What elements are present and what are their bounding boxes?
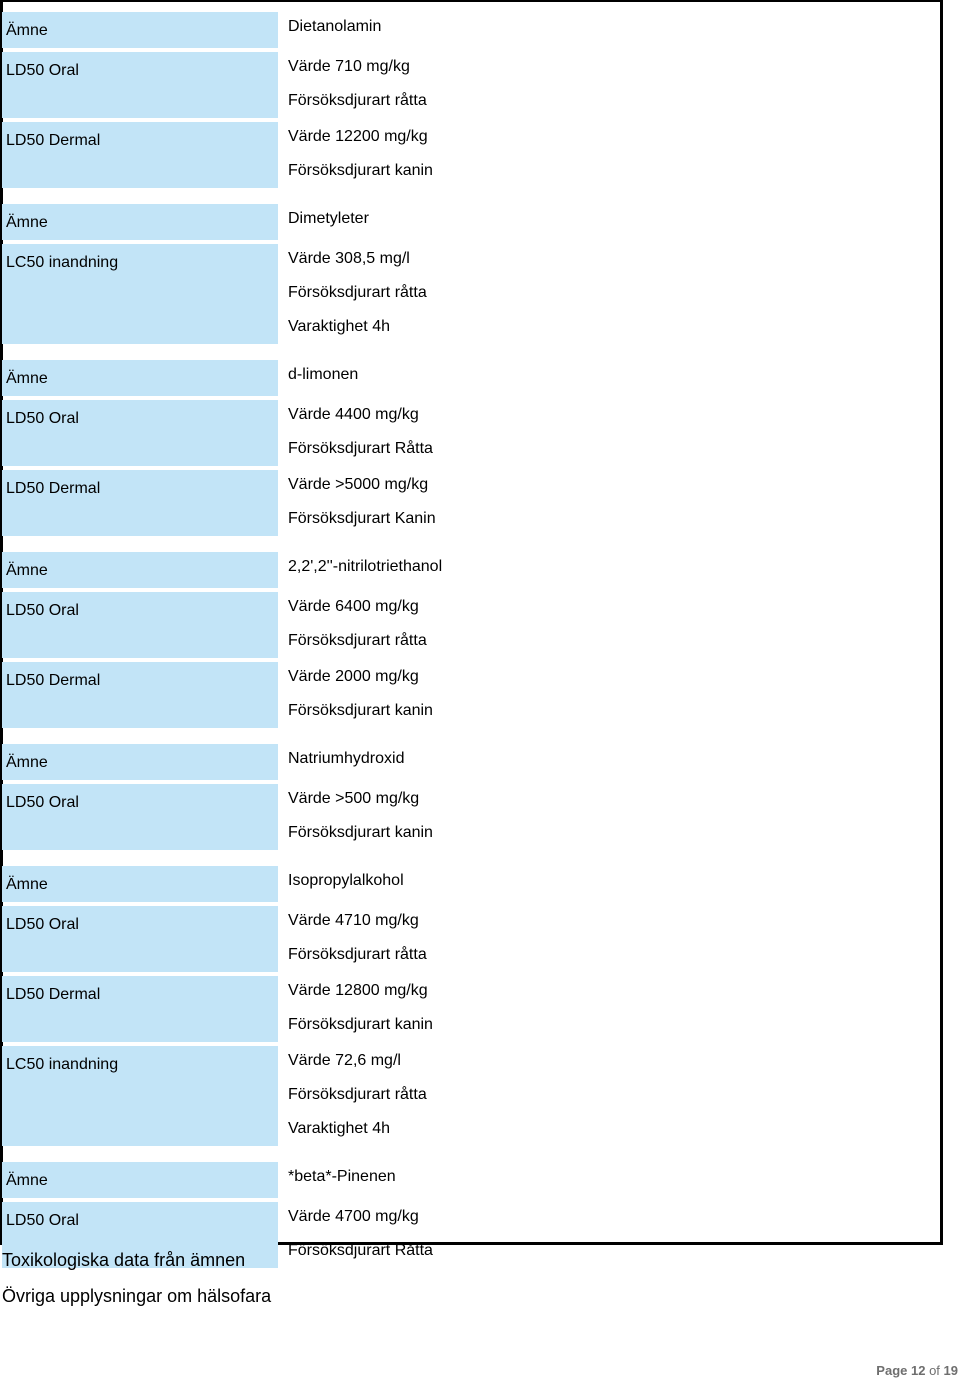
test-value-line: Försöksdjurart Kanin (288, 510, 436, 527)
test-value-line: Försöksdjurart kanin (288, 702, 433, 719)
test-value-line: Värde 72,6 mg/l (288, 1052, 401, 1069)
section-heading-toxicology: Toxikologiska data från ämnen (2, 1250, 246, 1270)
test-label-text: LC50 inandning (6, 254, 119, 271)
test-value-line: Försöksdjurart kanin (288, 824, 433, 841)
test-label-text: LD50 Dermal (6, 480, 101, 497)
test-value-line: Värde 4710 mg/kg (288, 912, 419, 929)
test-label-text: LD50 Dermal (6, 132, 101, 149)
test-value-line: Försöksdjurart kanin (288, 162, 433, 179)
test-value-line: Värde 4700 mg/kg (288, 1208, 419, 1225)
test-value-line: Försöksdjurart råtta (288, 1086, 427, 1103)
test-value-line: Försöksdjurart Råtta (288, 440, 433, 457)
substance-name: d-limonen (288, 366, 359, 383)
test-value-line: Varaktighet 4h (288, 318, 390, 335)
substance-label-text: Ämne (6, 876, 48, 893)
test-value-line: Försöksdjurart råtta (288, 284, 427, 301)
test-label (2, 784, 278, 850)
test-value-line: Värde 12200 mg/kg (288, 128, 428, 145)
page-prefix: Page (876, 1363, 911, 1378)
test-label (2, 470, 278, 536)
test-value-line: Värde 308,5 mg/l (288, 250, 410, 267)
substance-label-text: Ämne (6, 22, 48, 39)
test-label-text: LD50 Oral (6, 410, 79, 427)
substance-label (2, 1162, 278, 1198)
test-value-line: Värde 12800 mg/kg (288, 982, 428, 999)
substance-label-text: Ämne (6, 214, 48, 231)
test-label (2, 52, 278, 118)
test-value-line: Försöksdjurart råtta (288, 92, 427, 109)
test-label-text: LC50 inandning (6, 1056, 119, 1073)
page-number (876, 1363, 958, 1378)
test-label (2, 1046, 278, 1146)
test-label-text: LD50 Dermal (6, 986, 101, 1003)
substance-label (2, 744, 278, 780)
test-value-line: Värde 6400 mg/kg (288, 598, 419, 615)
test-value-line: Försöksdjurart kanin (288, 1016, 433, 1033)
test-label-text: LD50 Oral (6, 602, 79, 619)
test-value-line: Värde 4400 mg/kg (288, 406, 419, 423)
substance-name: *beta*-Pinenen (288, 1168, 396, 1185)
section-heading-other-health: Övriga upplysningar om hälsofara (2, 1286, 272, 1306)
test-label (2, 122, 278, 188)
substance-name: 2,2',2''-nitrilotriethanol (288, 558, 443, 575)
substance-label-text: Ämne (6, 370, 48, 387)
substance-label (2, 360, 278, 396)
test-value-line: Värde >500 mg/kg (288, 790, 420, 807)
test-label-text: LD50 Dermal (6, 672, 101, 689)
page-of: of (925, 1363, 944, 1378)
test-label (2, 662, 278, 728)
test-value-line: Värde 710 mg/kg (288, 58, 410, 75)
substance-label (2, 552, 278, 588)
test-label (2, 592, 278, 658)
test-label (2, 400, 278, 466)
substance-label (2, 866, 278, 902)
test-label-text: LD50 Oral (6, 794, 79, 811)
substance-name: Isopropylalkohol (288, 872, 404, 889)
page-total: 19 (943, 1363, 958, 1378)
test-value-line: Värde >5000 mg/kg (288, 476, 429, 493)
test-label (2, 244, 278, 344)
test-label (2, 976, 278, 1042)
test-value-line: Försöksdjurart råtta (288, 946, 427, 963)
test-label-text: LD50 Oral (6, 916, 79, 933)
substance-label-text: Ämne (6, 1172, 48, 1189)
substance-name: Dimetyleter (288, 210, 369, 227)
page-current: 12 (910, 1363, 926, 1378)
substance-name: Natriumhydroxid (288, 750, 405, 767)
test-value-line: Försöksdjurart råtta (288, 632, 427, 649)
substance-label-text: Ämne (6, 754, 48, 771)
substance-label-text: Ämne (6, 562, 48, 579)
substance-label (2, 12, 278, 48)
test-label (2, 906, 278, 972)
substance-name: Dietanolamin (288, 18, 382, 35)
test-value-line: Varaktighet 4h (288, 1120, 390, 1137)
substance-label (2, 204, 278, 240)
test-label-text: LD50 Oral (6, 62, 79, 79)
test-label-text: LD50 Oral (6, 1212, 79, 1229)
test-value-line: Försöksdjurart Råtta (288, 1242, 433, 1259)
test-value-line: Värde 2000 mg/kg (288, 668, 419, 685)
